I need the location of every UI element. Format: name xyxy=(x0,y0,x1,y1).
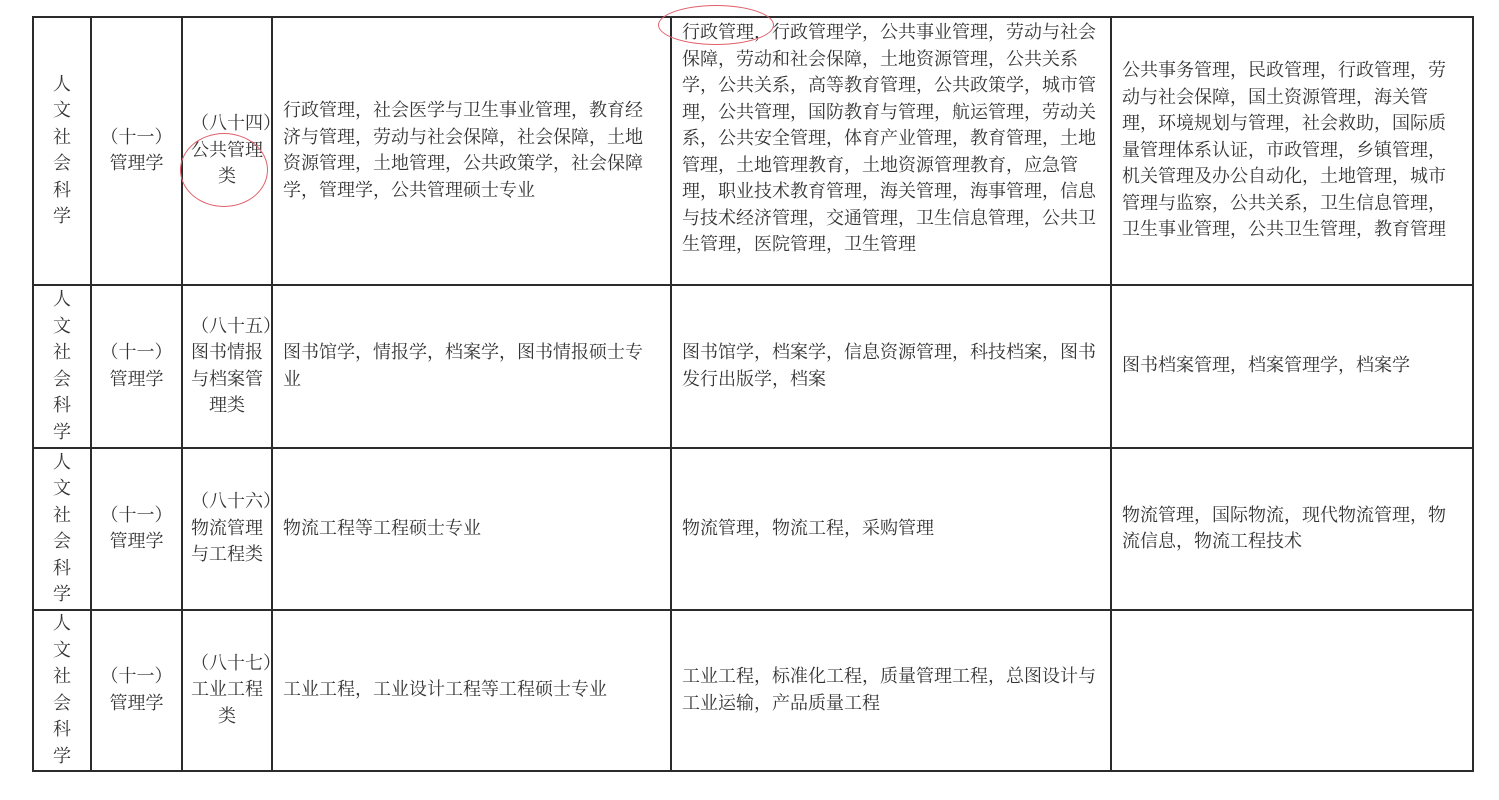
postgrad-majors-cell: 物流工程等工程硕士专业 xyxy=(272,448,671,610)
undergrad-majors-cell: 行政管理，行政管理学，公共事业管理，劳动与社会保障，劳动和社会保障，土地资源管理，公共关系学，公共关系，高等教育管理，公共政策学，城市管理，公共管理，国防教育与管理，航运管理，劳动关系，公共安全管理，体育产业管理，教育管理，土地管理，土地管理教育，土地资源管理教育，应急管理，职业技术教育管理，海关管理，海事管理，信息与技术经济管理，交通管理，卫生信息管理，公共卫生管理，医院管理，卫生管理 xyxy=(671,17,1111,285)
category-cell xyxy=(182,17,281,285)
discipline-code: （十一） xyxy=(100,666,173,687)
undergrad-majors-cell: 物流管理，物流工程，采购管理 xyxy=(671,448,1111,610)
discipline-code: （十一） xyxy=(100,342,173,363)
discipline-cell xyxy=(91,285,182,448)
discipline-name: 管理学 xyxy=(109,692,164,714)
category-name: 工业工程类 xyxy=(191,679,263,727)
undergrad-majors-cell: 工业工程，标准化工程，质量管理工程，总图设计与工业运输，产品质量工程 xyxy=(671,610,1111,771)
discipline-name: 管理学 xyxy=(109,531,164,552)
discipline-name: 管理学 xyxy=(109,368,164,390)
major-catalog-table xyxy=(32,16,1474,772)
field-label: 人文社会科学 xyxy=(53,289,71,443)
field-label: 人文社会科学 xyxy=(53,73,71,227)
field-cell xyxy=(33,17,91,285)
discipline-code: （十一） xyxy=(100,504,173,526)
field-cell xyxy=(33,448,91,610)
table-row xyxy=(33,448,1473,610)
table-row xyxy=(33,17,1473,285)
postgrad-majors-cell: 工业工程，工业设计工程等工程硕士专业 xyxy=(272,610,671,771)
field-label: 人文社会科学 xyxy=(53,613,71,767)
category-number: （八十六） xyxy=(191,491,281,513)
college-majors-cell: 物流管理，国际物流，现代物流管理，物流信息，物流工程技术 xyxy=(1111,448,1473,610)
discipline-name: 管理学 xyxy=(109,153,164,174)
field-cell xyxy=(33,285,91,448)
category-name: 物流管理与工程类 xyxy=(191,517,263,566)
college-majors-cell: 公共事务管理，民政管理，行政管理，劳动与社会保障，国土资源管理，海关管理，环境规划与管理，社会救助，国际质量管理体系认证，市政管理，乡镇管理，机关管理及办公自动化，土地管理，城市管理与监察，公共关系，卫生信息管理，卫生事业管理，公共卫生管理，教育管理 xyxy=(1111,17,1473,285)
discipline-code: （十一） xyxy=(100,126,173,148)
category-name: 图书情报与档案管理类 xyxy=(191,342,263,416)
postgrad-majors-cell: 图书馆学，情报学，档案学，图书情报硕士专业 xyxy=(272,285,671,448)
category-number: （八十四） xyxy=(191,113,281,135)
discipline-cell xyxy=(91,610,182,771)
discipline-cell xyxy=(91,448,182,610)
field-label: 人文社会科学 xyxy=(53,451,71,605)
category-cell xyxy=(182,285,281,448)
category-cell xyxy=(182,448,281,610)
college-majors-cell xyxy=(1111,610,1473,771)
postgrad-majors-cell: 行政管理，社会医学与卫生事业管理，教育经济与管理，劳动与社会保障，社会保障，土地资源管理，土地管理，公共政策学，社会保障学，管理学，公共管理硕士专业 xyxy=(272,17,671,285)
table-row xyxy=(33,610,1473,771)
discipline-cell xyxy=(91,17,182,285)
college-majors-cell: 图书档案管理，档案管理学，档案学 xyxy=(1111,285,1473,448)
category-name: 公共管理类 xyxy=(191,139,263,188)
table-row xyxy=(33,285,1473,448)
field-cell xyxy=(33,610,91,771)
category-number: （八十七） xyxy=(191,652,281,674)
category-number: （八十五） xyxy=(191,315,281,337)
undergrad-majors-cell: 图书馆学，档案学，信息资源管理，科技档案，图书发行出版学，档案 xyxy=(671,285,1111,448)
category-cell xyxy=(182,610,281,771)
